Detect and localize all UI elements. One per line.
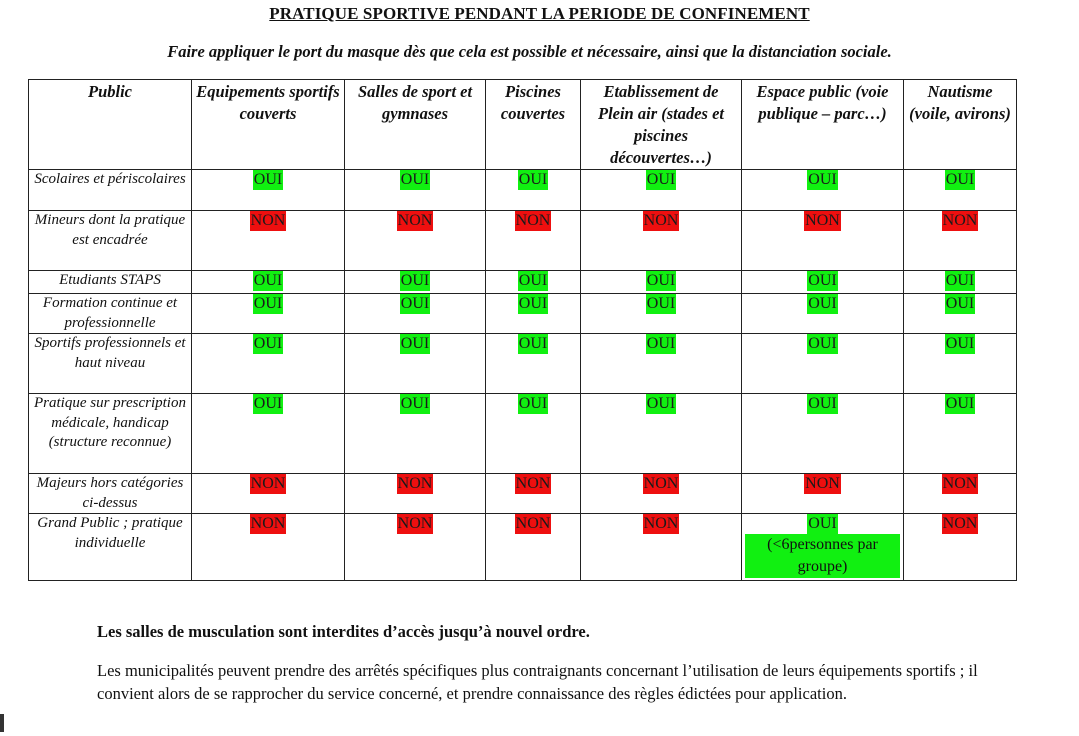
status-oui: OUI: [400, 335, 430, 352]
status-oui: OUI: [253, 171, 283, 188]
status-non: NON: [805, 212, 840, 229]
status-oui: OUI: [945, 395, 975, 412]
status-non: NON: [250, 475, 286, 492]
status-cell: [904, 211, 1017, 271]
status-oui: OUI: [646, 295, 676, 312]
status-oui: OUI: [945, 171, 975, 188]
status-cell: [742, 474, 904, 514]
status-oui: OUI: [646, 171, 676, 188]
status-oui: OUI: [518, 335, 548, 352]
status-oui: OUI: [646, 272, 676, 289]
public-category: Formation continue et professionnelle: [29, 294, 192, 334]
status-oui: OUI: [253, 335, 283, 352]
status-cell: [742, 294, 904, 334]
status-non: NON: [805, 475, 840, 492]
status-cell: [192, 334, 345, 394]
status-oui: OUI: [646, 395, 676, 412]
status-oui: OUI: [808, 515, 837, 532]
status-cell: [742, 334, 904, 394]
status-cell: [581, 271, 742, 294]
status-cell: [742, 211, 904, 271]
status-cell: [486, 514, 581, 581]
status-cell: [192, 474, 345, 514]
status-oui: OUI: [808, 272, 837, 289]
table-row: [29, 271, 1017, 294]
status-oui: OUI: [808, 295, 837, 312]
sport-rules-table: [28, 79, 1017, 581]
status-cell: [904, 394, 1017, 474]
status-non: NON: [397, 515, 433, 532]
status-cell: [904, 170, 1017, 211]
status-oui: OUI: [808, 395, 837, 412]
status-cell: [581, 170, 742, 211]
status-cell: [581, 394, 742, 474]
status-oui: OUI: [400, 272, 430, 289]
status-non: NON: [942, 212, 978, 229]
table-row: [29, 514, 1017, 581]
public-category: Scolaires et périscolaires: [29, 170, 192, 211]
status-oui: OUI: [253, 272, 283, 289]
status-oui: OUI: [518, 272, 548, 289]
status-cell: [742, 170, 904, 211]
status-cell: [742, 271, 904, 294]
status-cell: [486, 334, 581, 394]
header-nautisme: Nautisme (voile, avirons): [904, 80, 1017, 170]
status-cell: [581, 514, 742, 581]
header-espace-public: Espace public (voie publique – parc…): [742, 80, 904, 170]
public-category: Mineurs dont la pratique est encadrée: [29, 211, 192, 271]
status-oui: OUI: [518, 295, 548, 312]
status-cell: [345, 474, 486, 514]
status-cell: [486, 394, 581, 474]
status-non: NON: [515, 515, 551, 532]
status-cell: [581, 294, 742, 334]
status-cell: [486, 271, 581, 294]
status-cell: [192, 394, 345, 474]
status-oui: OUI: [253, 295, 283, 312]
status-cell: [904, 271, 1017, 294]
status-cell: [345, 294, 486, 334]
status-cell: [904, 514, 1017, 581]
public-category: Sportifs professionnels et haut niveau: [29, 334, 192, 394]
status-oui: OUI: [400, 171, 430, 188]
status-non: NON: [250, 212, 286, 229]
musculation-notice: Les salles de musculation sont interdites d’accès jusqu’à nouvel ordre.: [97, 622, 590, 641]
status-cell: [192, 211, 345, 271]
status-non: NON: [643, 212, 679, 229]
header-piscines-couvertes: Piscines couvertes: [486, 80, 581, 170]
status-non: NON: [942, 475, 978, 492]
header-public: Public: [29, 80, 192, 170]
status-oui: OUI: [646, 335, 676, 352]
status-oui: OUI: [400, 295, 430, 312]
status-cell: [904, 334, 1017, 394]
status-cell: [192, 271, 345, 294]
header-plein-air: Etablissement de Plein air (stades et piscines découvertes…): [581, 80, 742, 170]
municipal-notice-paragraph: Les municipalités peuvent prendre des arrêtés spécifiques plus contraignants concernant l’utilisation de leurs équipements sportifs ; il convient alors de se rapprocher du service concerné, et prendre connaissance des règles édictées pour application.: [97, 661, 978, 703]
table-row: [29, 474, 1017, 514]
table-row: [29, 170, 1017, 211]
status-non: NON: [397, 212, 433, 229]
document-subtitle: Faire appliquer le port du masque dès que cela est possible et nécessaire, ainsi que la distanciation sociale.: [167, 42, 892, 61]
header-salles-gymnases: Salles de sport et gymnases: [345, 80, 486, 170]
status-cell: [192, 294, 345, 334]
table-row: [29, 334, 1017, 394]
table-row: [29, 294, 1017, 334]
status-non: NON: [643, 475, 679, 492]
status-oui: OUI: [518, 171, 548, 188]
status-cell: [742, 514, 904, 581]
status-cell: [742, 394, 904, 474]
status-cell: [486, 474, 581, 514]
table-row: [29, 394, 1017, 474]
status-non: NON: [250, 515, 286, 532]
public-category: Grand Public ; pratique individuelle: [29, 514, 192, 581]
header-equipements-couverts: Equipements sportifs couverts: [192, 80, 345, 170]
status-cell: [581, 474, 742, 514]
status-oui: OUI: [400, 395, 430, 412]
status-cell: [345, 394, 486, 474]
status-cell: [904, 294, 1017, 334]
edge-marker: [0, 714, 4, 732]
public-category: Majeurs hors catégories ci-dessus: [29, 474, 192, 514]
status-oui: OUI: [808, 335, 837, 352]
status-cell: [345, 271, 486, 294]
status-cell: [486, 211, 581, 271]
status-cell: [904, 474, 1017, 514]
status-cell: [581, 211, 742, 271]
status-oui: OUI: [945, 295, 975, 312]
group-size-note: (<6personnes par groupe): [745, 534, 900, 578]
status-cell: [486, 170, 581, 211]
status-cell: [192, 514, 345, 581]
status-oui: OUI: [253, 395, 283, 412]
status-oui: OUI: [945, 272, 975, 289]
status-cell: [345, 514, 486, 581]
status-oui: OUI: [518, 395, 548, 412]
status-non: NON: [643, 515, 679, 532]
status-cell: [345, 170, 486, 211]
status-cell: [486, 294, 581, 334]
document-title: PRATIQUE SPORTIVE PENDANT LA PERIODE DE CONFINEMENT: [269, 4, 810, 23]
status-non: NON: [515, 475, 551, 492]
status-non: NON: [515, 212, 551, 229]
status-oui: OUI: [945, 335, 975, 352]
public-category: Etudiants STAPS: [29, 271, 192, 294]
table-row: [29, 211, 1017, 271]
status-cell: [581, 334, 742, 394]
status-cell: [345, 334, 486, 394]
status-cell: [192, 170, 345, 211]
public-category: Pratique sur prescription médicale, handicap (structure reconnue): [29, 394, 192, 474]
status-oui: OUI: [808, 171, 837, 188]
status-cell: [345, 211, 486, 271]
status-non: NON: [942, 515, 978, 532]
status-non: NON: [397, 475, 433, 492]
